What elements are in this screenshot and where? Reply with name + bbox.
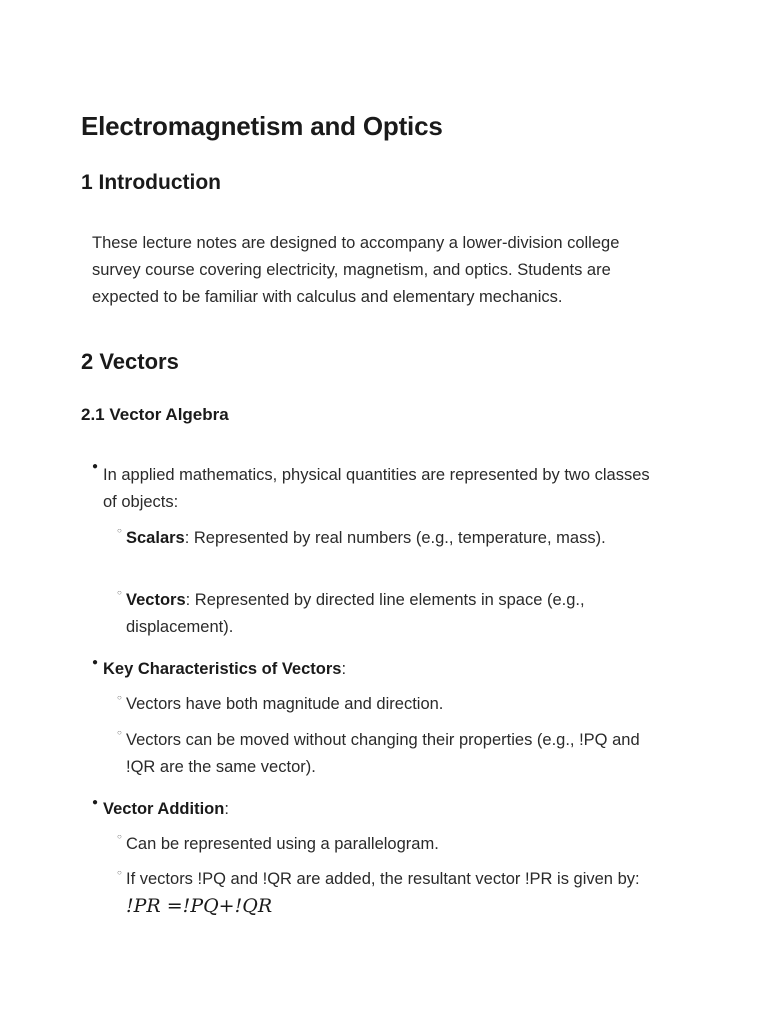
list-item-magnitude-direction: Vectors have both magnitude and direction. — [126, 695, 444, 713]
bullet-marker: ● — [92, 461, 99, 472]
key-characteristics-colon: : — [341, 660, 347, 678]
resultant-vector-text: If vectors !PQ and !QR are added, the resultant vector !PR is given by: — [126, 870, 640, 888]
section-heading-introduction: 1 Introduction — [81, 171, 221, 194]
introduction-paragraph: These lecture notes are designed to accompany a lower-division college survey course covering electricity, magnetism, and optics. Students are expected to be familiar with calculus and elementary mechanics. — [92, 234, 620, 306]
scalars-description: : Represented by real numbers (e.g., temperature, mass). — [184, 529, 606, 547]
list-item-vector-addition — [103, 796, 663, 823]
list-item-vectors-moved: Vectors can be moved without changing their properties (e.g., !PQ and !QR are the same vector). — [126, 731, 640, 776]
term-vector-addition: Vector Addition — [103, 800, 225, 818]
bullet-marker: ● — [92, 657, 99, 668]
list-item-resultant-vector — [126, 866, 646, 921]
term-key-characteristics: Key Characteristics of Vectors — [103, 660, 342, 678]
list-item-parallelogram: Can be represented using a parallelogram. — [126, 835, 439, 853]
term-scalars: Scalars — [126, 529, 185, 547]
list-item-scalars — [126, 525, 646, 552]
sub-bullet-marker: ○ — [117, 693, 122, 702]
sub-bullet-marker: ○ — [117, 868, 122, 877]
section-heading-vectors: 2 Vectors — [81, 349, 179, 374]
list-item-key-characteristics — [103, 656, 663, 683]
list-item-physical-quantities: In applied mathematics, physical quantities are represented by two classes of objects: — [103, 466, 650, 511]
term-vectors: Vectors — [126, 591, 186, 609]
sub-bullet-marker: ○ — [117, 832, 122, 841]
document-title: Electromagnetism and Optics — [81, 111, 443, 141]
vector-sum-equation: !PR =!PQ+!QR — [126, 895, 273, 917]
sub-bullet-marker: ○ — [117, 526, 122, 535]
vector-addition-colon: : — [224, 800, 229, 818]
bullet-marker: ● — [92, 797, 99, 808]
vectors-description: : Represented by directed line elements in space (e.g., displacement). — [126, 591, 585, 636]
subsection-heading-vector-algebra: 2.1 Vector Algebra — [81, 405, 229, 424]
list-item-vectors — [126, 587, 646, 641]
sub-bullet-marker: ○ — [117, 588, 122, 597]
sub-bullet-marker: ○ — [117, 728, 122, 737]
